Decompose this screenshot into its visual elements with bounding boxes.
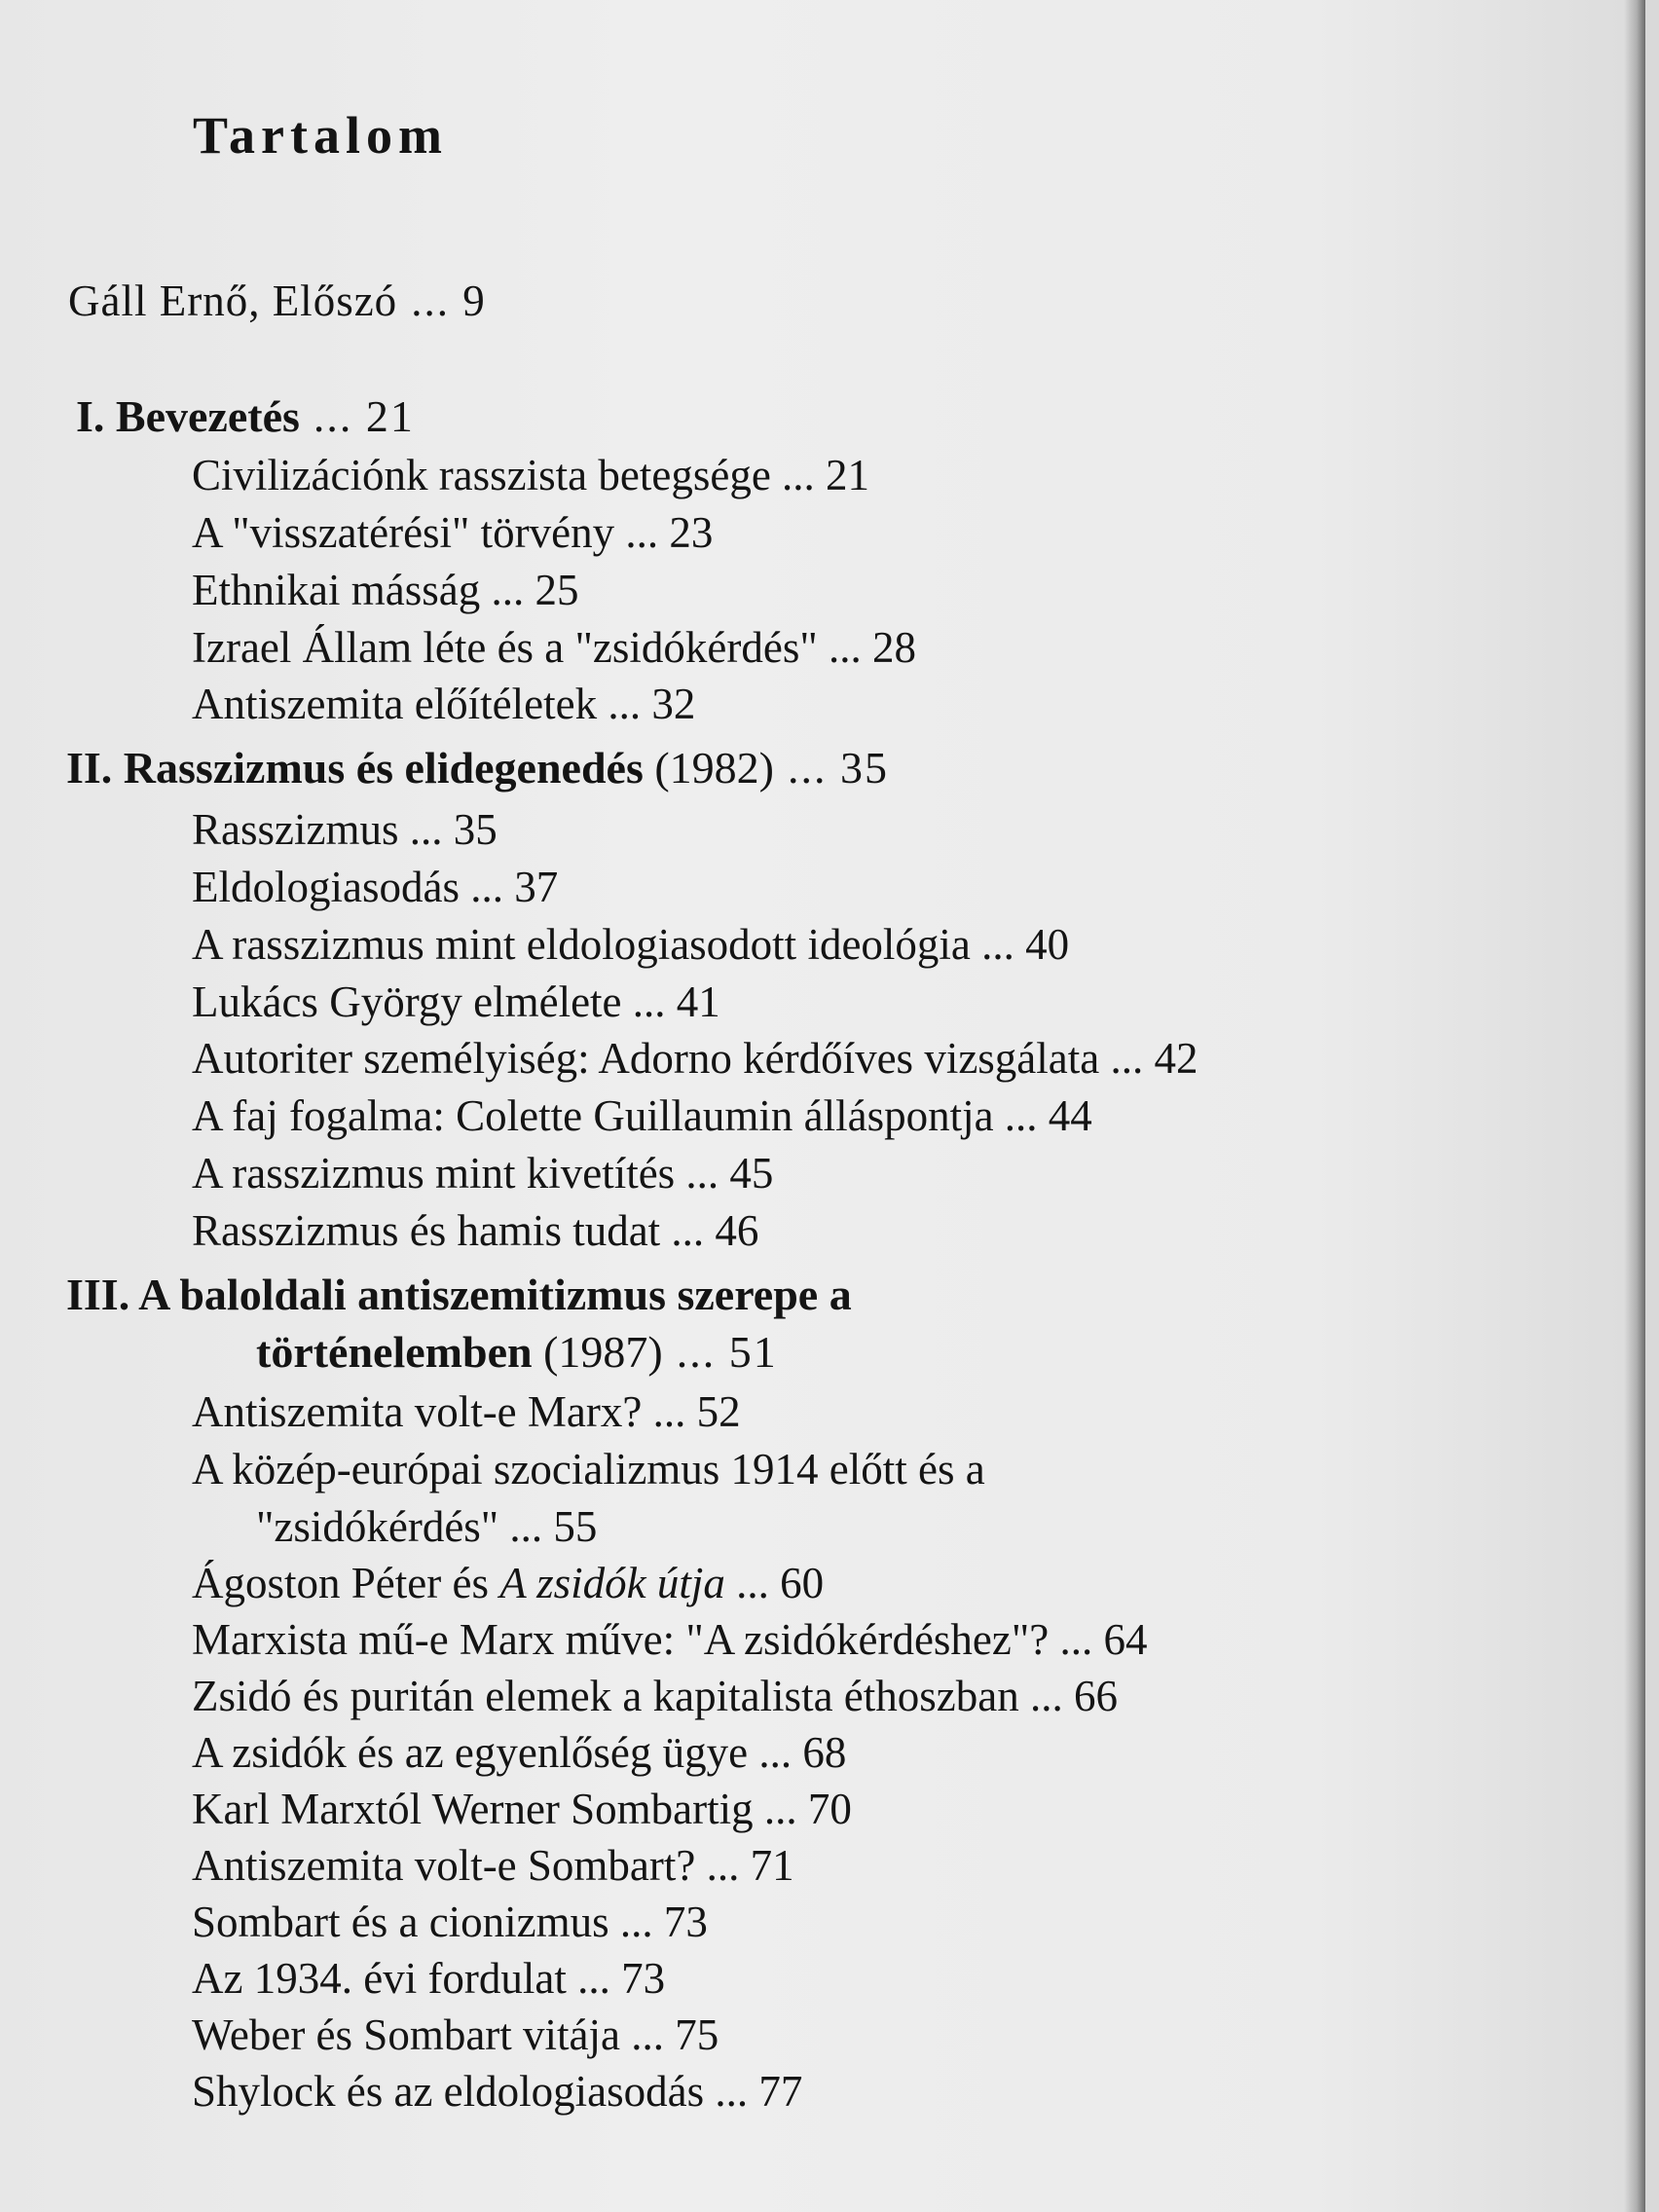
toc-entry: Az 1934. évi fordulat ... 73 (192, 1954, 666, 2003)
chapter-2-heading (66, 743, 889, 793)
toc-entry: Marxista mű-e Marx műve: "A zsidókérdéshez"? ... 64 (192, 1615, 1148, 1664)
toc-heading: Tartalom (193, 106, 448, 165)
toc-entry: A rasszizmus mint eldologiasodott ideológia ... 40 (192, 920, 1070, 969)
page-spine-shadow (1624, 0, 1645, 2212)
foreword-page: ... 9 (411, 276, 487, 325)
toc-entry: Civilizációnk rasszista betegsége ... 21 (192, 451, 870, 499)
toc-entry: Antiszemita volt-e Sombart? ... 71 (192, 1841, 794, 1890)
chapter-1-page: ... 21 (313, 391, 415, 441)
chapter-2-title: II. Rasszizmus és elidegenedés (66, 743, 644, 793)
chapter-3-title: III. A baloldali antiszemitizmus szerepe a (66, 1270, 852, 1319)
foreword-title: Gáll Ernő, Előszó (68, 276, 398, 325)
toc-entry: Weber és Sombart vitája ... 75 (192, 2010, 719, 2059)
toc-entry: Zsidó és puritán elemek a kapitalista éthoszban ... 66 (192, 1672, 1118, 1720)
toc-entry: Rasszizmus és hamis tudat ... 46 (192, 1206, 759, 1255)
toc-entry-continuation: "zsidókérdés" ... 55 (256, 1502, 598, 1551)
toc-entry: Rasszizmus ... 35 (192, 805, 498, 854)
toc-entry (192, 1559, 825, 1607)
toc-entry: Autoriter személyiség: Adorno kérdőíves vizsgálata ... 42 (192, 1034, 1198, 1083)
foreword-entry (68, 276, 487, 325)
chapter-3-heading (66, 1272, 852, 1317)
chapter-1-heading (76, 391, 415, 441)
toc-entry: Lukács György elmélete ... 41 (192, 977, 720, 1026)
toc-entry: Eldologiasodás ... 37 (192, 863, 559, 911)
chapter-3-year: (1987) (532, 1327, 663, 1377)
toc-entry-page: ... 60 (736, 1559, 825, 1607)
chapter-1-title: I. Bevezetés (76, 391, 300, 441)
chapter-2-year: (1982) (643, 743, 774, 793)
chapter-3-title-cont: történelemben (256, 1327, 533, 1377)
toc-entry: Antiszemita előítéletek ... 32 (192, 680, 696, 728)
toc-entry: A közép-európai szocializmus 1914 előtt és a (192, 1445, 985, 1493)
toc-entry: Antiszemita volt-e Marx? ... 52 (192, 1387, 741, 1436)
chapter-3-page: ... 51 (676, 1327, 778, 1377)
toc-entry: A faj fogalma: Colette Guillaumin álláspontja ... 44 (192, 1091, 1092, 1140)
toc-entry: A zsidók és az egyenlőség ügye ... 68 (192, 1728, 847, 1777)
toc-entry: A rasszizmus mint kivetítés ... 45 (192, 1149, 774, 1198)
toc-entry-book-title: A zsidók útja (499, 1559, 725, 1607)
toc-entry: Ethnikai másság ... 25 (192, 566, 579, 614)
toc-entry: Shylock és az eldologiasodás ... 77 (192, 2067, 803, 2116)
toc-entry: Karl Marxtól Werner Sombartig ... 70 (192, 1785, 852, 1833)
chapter-3-heading-cont (256, 1327, 778, 1377)
toc-entry: Izrael Állam léte és a "zsidókérdés" ... 28 (192, 623, 916, 672)
toc-entry: A "visszatérési" törvény ... 23 (192, 508, 714, 557)
chapter-2-page: ... 35 (788, 743, 889, 793)
toc-entry-text: Ágoston Péter és (192, 1559, 489, 1607)
toc-entry: Sombart és a cionizmus ... 73 (192, 1898, 708, 1946)
